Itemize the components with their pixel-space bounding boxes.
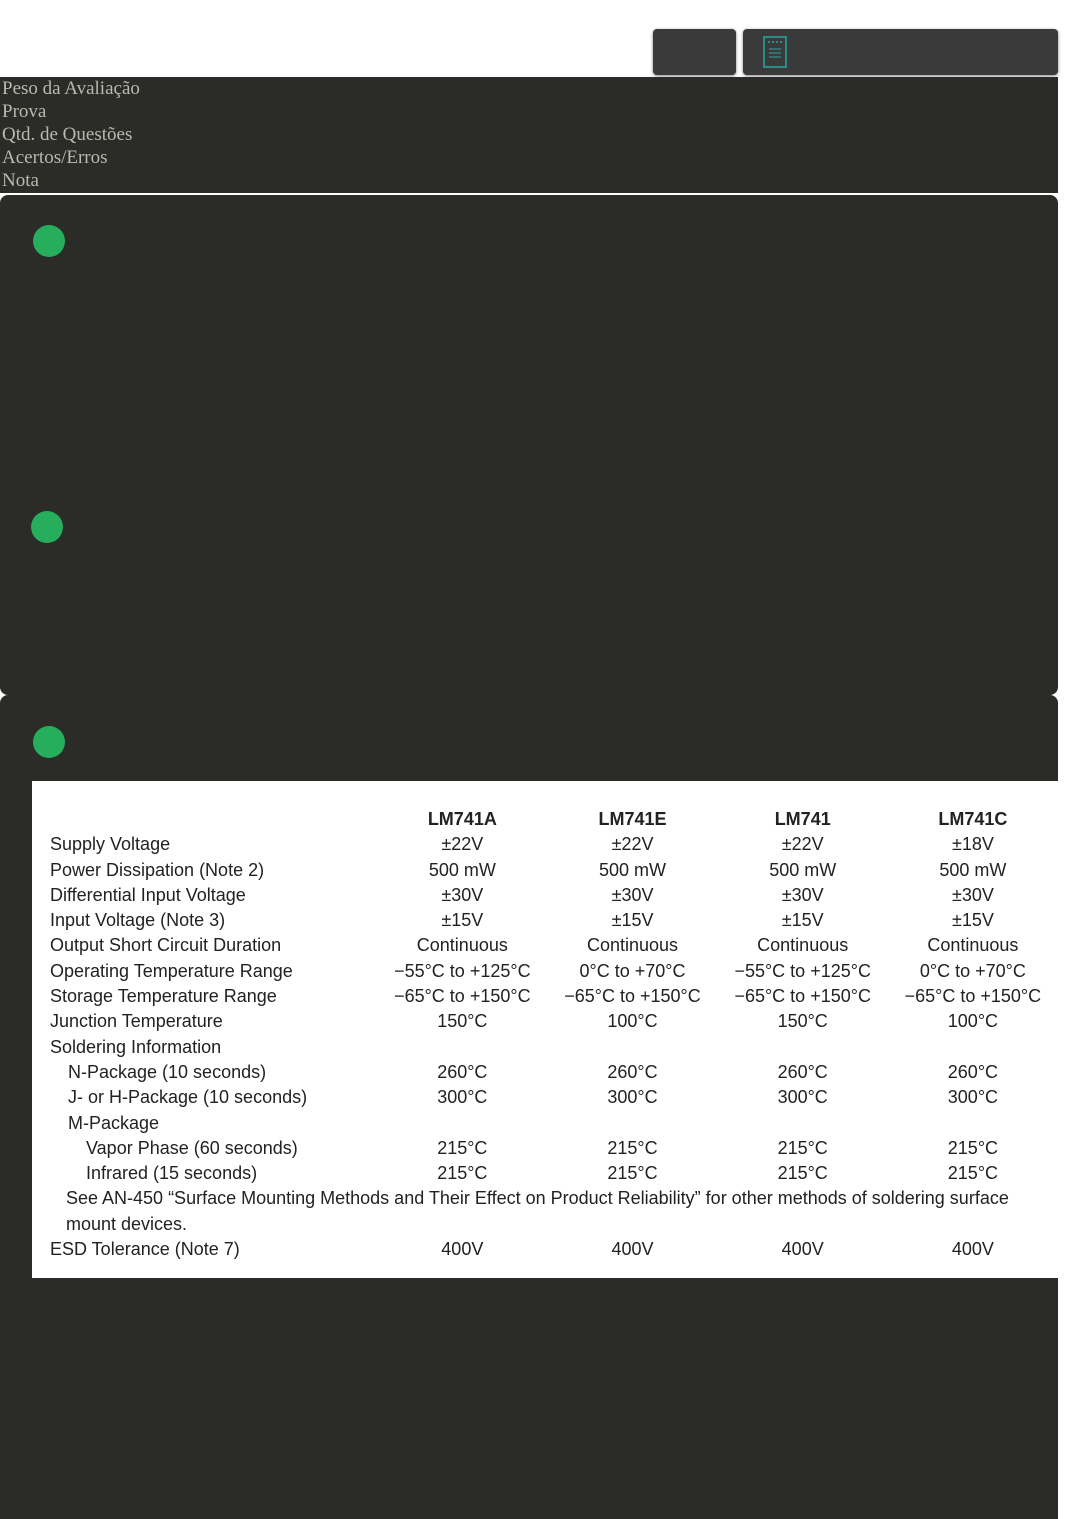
table-row — [50, 858, 1058, 883]
cell-value: ±15V — [951, 910, 994, 931]
table-header-row — [50, 807, 1058, 832]
column-header: LM741E — [598, 809, 667, 829]
table-row — [50, 1035, 1058, 1060]
parameter-label: Vapor Phase (60 seconds) — [86, 1137, 298, 1158]
cell-value: 300°C — [607, 1087, 658, 1108]
summary-label-weight: Peso da Avaliação — [2, 78, 140, 99]
cell-value: 260°C — [777, 1061, 828, 1082]
parameter-label: Supply Voltage — [50, 834, 171, 855]
cell-value: ±30V — [611, 884, 654, 905]
table-row — [50, 883, 1058, 908]
green-status-dot-icon — [33, 726, 65, 758]
parameter-label: Power Dissipation (Note 2) — [50, 859, 265, 880]
cell-value: ±15V — [781, 910, 824, 931]
table-row — [50, 933, 1058, 958]
cell-value — [547, 1035, 717, 1060]
cell-value: ±22V — [611, 834, 654, 855]
cell-value: 0°C to +70°C — [579, 960, 686, 981]
table-row — [50, 984, 1058, 1009]
top-toolbar — [0, 0, 1067, 77]
exam-summary — [0, 77, 1058, 193]
table-row — [50, 1060, 1058, 1085]
table-row — [50, 1161, 1058, 1186]
cell-value: 215°C — [437, 1137, 488, 1158]
document-button[interactable] — [743, 29, 1058, 75]
column-header: LM741C — [938, 809, 1008, 829]
parameter-label: Input Voltage (Note 3) — [50, 910, 226, 931]
cell-value: 500 mW — [599, 859, 667, 880]
parameter-label: M-Package — [68, 1112, 160, 1133]
parameter-label: Output Short Circuit Duration — [50, 935, 282, 956]
parameter-label: J- or H-Package (10 seconds) — [68, 1087, 308, 1108]
cell-value: 500 mW — [769, 859, 837, 880]
datasheet-image — [32, 781, 1058, 1278]
cell-value — [718, 1111, 888, 1136]
document-icon — [763, 36, 787, 68]
table-row — [50, 959, 1058, 984]
cell-value: −65°C to +150°C — [734, 986, 871, 1007]
cell-value: −65°C to +150°C — [564, 986, 701, 1007]
cell-value — [888, 1111, 1058, 1136]
cell-value: ±15V — [441, 910, 484, 931]
cell-value: ±22V — [441, 834, 484, 855]
cell-value: ±18V — [951, 834, 994, 855]
table-row — [50, 1136, 1058, 1161]
parameter-label: Soldering Information — [50, 1036, 222, 1057]
cell-value: 100°C — [947, 1011, 999, 1032]
cell-value: Continuous — [927, 935, 1019, 956]
cell-value — [718, 1035, 888, 1060]
cell-value: 0°C to +70°C — [919, 960, 1026, 981]
table-row — [50, 1186, 1058, 1237]
cell-value — [377, 1035, 547, 1060]
cell-value: 300°C — [437, 1087, 488, 1108]
cell-value: 215°C — [607, 1137, 658, 1158]
cell-value: −55°C to +125°C — [394, 960, 531, 981]
column-header: LM741A — [427, 809, 497, 829]
cell-value: Continuous — [757, 935, 849, 956]
cell-value: 260°C — [607, 1061, 658, 1082]
cell-value: 260°C — [437, 1061, 488, 1082]
cell-value: 500 mW — [428, 859, 496, 880]
table-row — [50, 1085, 1058, 1110]
cell-value: −55°C to +125°C — [734, 960, 871, 981]
action-button[interactable] — [653, 29, 736, 75]
cell-value: 300°C — [777, 1087, 828, 1108]
parameter-label: ESD Tolerance (Note 7) — [50, 1239, 240, 1260]
cell-value: 260°C — [947, 1061, 999, 1082]
parameter-label: Infrared (15 seconds) — [86, 1163, 258, 1184]
cell-value: 215°C — [437, 1163, 488, 1184]
cell-value: 215°C — [607, 1163, 658, 1184]
cell-value: ±22V — [781, 834, 824, 855]
summary-label-hits-misses: Acertos/Erros — [2, 147, 108, 168]
cell-value: Continuous — [416, 935, 508, 956]
parameter-label: Differential Input Voltage — [50, 884, 246, 905]
cell-value: 500 mW — [939, 859, 1007, 880]
parameter-label: N-Package (10 seconds) — [68, 1061, 267, 1082]
cell-value: 400V — [441, 1239, 484, 1260]
absolute-max-ratings-table — [50, 807, 1058, 1262]
cell-value: 150°C — [777, 1011, 828, 1032]
cell-value — [547, 1111, 717, 1136]
question-card-1 — [0, 195, 1058, 695]
cell-value: 400V — [781, 1239, 824, 1260]
summary-label-grade: Nota — [2, 170, 39, 191]
cell-value: 300°C — [947, 1087, 999, 1108]
table-row — [50, 1111, 1058, 1136]
summary-label-exam: Prova — [2, 101, 47, 122]
cell-value: 150°C — [437, 1011, 488, 1032]
green-status-dot-icon — [33, 225, 65, 257]
table-row — [50, 908, 1058, 933]
cell-value: −65°C to +150°C — [904, 986, 1042, 1007]
parameter-label: Junction Temperature — [50, 1011, 223, 1032]
cell-value: Continuous — [586, 935, 679, 956]
cell-value — [377, 1111, 547, 1136]
table-row — [50, 1237, 1058, 1262]
parameter-label: See AN-450 “Surface Mounting Methods and Their Effect on Product Reliability” for other methods of soldering surface mount devices. — [66, 1188, 1009, 1234]
cell-value: ±15V — [611, 910, 654, 931]
cell-value: ±30V — [781, 884, 824, 905]
cell-value — [888, 1035, 1058, 1060]
summary-label-question-count: Qtd. de Questões — [2, 124, 133, 145]
cell-value: ±30V — [441, 884, 484, 905]
cell-value: 215°C — [777, 1137, 828, 1158]
cell-value: 215°C — [777, 1163, 828, 1184]
cell-value: 400V — [951, 1239, 994, 1260]
cell-value: ±30V — [951, 884, 994, 905]
table-row — [50, 1009, 1058, 1034]
parameter-label: Operating Temperature Range — [50, 960, 293, 981]
green-status-dot-icon — [31, 511, 63, 543]
column-header: LM741 — [774, 809, 831, 829]
cell-value: −65°C to +150°C — [394, 986, 531, 1007]
cell-value: 100°C — [607, 1011, 658, 1032]
cell-value: 400V — [611, 1239, 654, 1260]
cell-value: 215°C — [947, 1163, 999, 1184]
table-row — [50, 832, 1058, 857]
parameter-label: Storage Temperature Range — [50, 986, 277, 1007]
cell-value: 215°C — [947, 1137, 999, 1158]
